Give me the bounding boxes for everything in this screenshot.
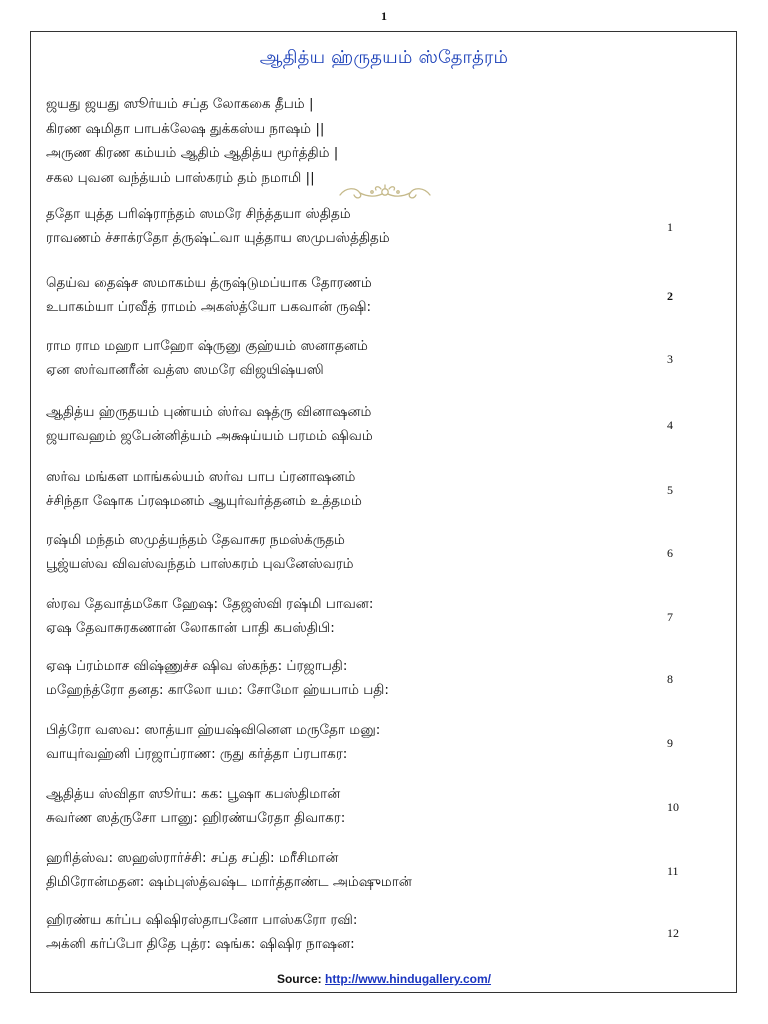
- verse-number: 4: [667, 418, 673, 432]
- verse-number: 10: [667, 800, 679, 814]
- verse-3: [46, 334, 673, 382]
- verse-number: 1: [667, 220, 673, 234]
- source-label: Source:: [276, 972, 322, 986]
- verse-line: ஹிரண்ய கர்ப்ப ஷிஷிரஸ்தாபனோ பாஸ்கரோ ரவி:: [46, 912, 358, 928]
- verse-line: உபாகம்யா ப்ரவீத் ராமம் அகஸ்த்யோ பகவான் ருஷி:: [46, 299, 372, 315]
- verse-1: [46, 202, 673, 250]
- verse-number: 11: [667, 864, 679, 878]
- verse-line: ஜயாவஹம் ஜபேன்னித்யம் அக்ஷய்யம் பரமம் ஷிவம்: [46, 428, 373, 444]
- verse-number: 3: [667, 352, 673, 366]
- verse-line: தெய்வ தைஷ்ச ஸமாகம்ய த்ருஷ்டுமப்யாக தோரணம்: [46, 275, 372, 291]
- verse-number: 2: [667, 289, 673, 303]
- verse-line: ராவணம் ச்சாக்ரதோ த்ருஷ்ட்வா யுத்தாய ஸமுபஸ்த்திதம்: [46, 230, 390, 246]
- verse-number: 9: [667, 736, 673, 750]
- verse-line: ததோ யுத்த பரிஷ்ராந்தம் ஸமரே சிந்த்தயா ஸ்திதம்: [46, 206, 351, 222]
- verse-line: மஹேந்த்ரோ தனத: காலோ யம: சோமோ ஹ்யபாம் பதி:: [46, 682, 389, 698]
- verse-line: ஸர்வ மங்கள மாங்கல்யம் ஸர்வ பாப ப்ரனாஷனம்: [46, 469, 356, 485]
- intro-stanza: [46, 92, 338, 190]
- verse-11: [46, 846, 679, 894]
- verse-line: அக்னி கர்ப்போ திதே புத்ர: ஷங்க: ஷிஷிர நாஷன:: [46, 936, 355, 952]
- verse-7: [46, 592, 673, 640]
- verse-line: ஆதித்ய ஹ்ருதயம் புண்யம் ஸ்ர்வ ஷத்ரு வினாஷனம்: [46, 404, 372, 420]
- verse-line: திமிரோன்மதன: ஷம்புஸ்த்வஷ்ட மார்த்தாண்ட அம்ஷுமான்: [46, 874, 412, 890]
- verse-line: ரஷ்மி மந்தம் ஸமுத்யந்தம் தேவாசுர நமஸ்க்ருதம்: [46, 532, 345, 548]
- verse-number: 6: [667, 546, 673, 560]
- verse-5: [46, 465, 673, 513]
- verse-line: ஸ்ரவ தேவாத்மகோ ஹேஷ: தேஜஸ்வி ரஷ்மி பாவன:: [46, 596, 374, 612]
- page-title: ஆதித்ய ஹ்ருதயம் ஸ்தோத்ரம்: [259, 47, 509, 68]
- verse-9: [46, 718, 673, 766]
- verse-number: 8: [667, 672, 673, 686]
- verse-number: 12: [667, 926, 679, 940]
- verse-4: [46, 400, 673, 448]
- intro-line: சகல புவன வந்த்யம் பாஸ்கரம் தம் நமாமி ||: [46, 169, 315, 186]
- verse-line: ஏஷ ப்ரம்மாச விஷ்ணுச்ச ஷிவ ஸ்கந்த: ப்ரஜாபதி:: [46, 658, 348, 674]
- intro-line: கிரண ஷமிதா பாபக்லேஷ துக்கஸ்ய நாஷம் ||: [46, 120, 325, 137]
- verse-12: [46, 908, 679, 956]
- verse-8: [46, 654, 673, 702]
- verse-line: ராம ராம மஹா பாஹோ ஷ்ருனு குஹ்யம் ஸனாதனம்: [46, 338, 368, 354]
- verse-line: வாயுர்வஹ்னி ப்ரஜாப்ராண: ருது கர்த்தா ப்ரபாகர:: [46, 746, 348, 762]
- intro-line: அருண கிரண கம்யம் ஆதிம் ஆதித்ய மூர்த்திம் |: [46, 145, 339, 161]
- source-link[interactable]: http://www.hindugallery.com/: [325, 972, 492, 986]
- verse-10: [46, 782, 679, 830]
- verse-line: பித்ரோ வஸவ: ஸாத்யா ஹ்யஷ்வினௌ மருதோ மனு:: [46, 722, 381, 738]
- flourish-ornament-icon: [336, 183, 434, 203]
- verse-6: [46, 528, 673, 576]
- verse-line: ஏஷ தேவாசுரகணான் லோகான் பாதி கபஸ்திபி:: [46, 620, 335, 636]
- verse-2: [46, 271, 673, 319]
- verse-number: 7: [667, 610, 673, 624]
- verse-line: ஏன ஸர்வானரீன் வத்ஸ ஸமரே விஜயிஷ்யஸி: [46, 362, 324, 378]
- verse-line: பூஜ்யஸ்வ விவஸ்வந்தம் பாஸ்கரம் புவனேஸ்வரம்: [46, 556, 354, 572]
- verse-line: சுவர்ண ஸத்ருசோ பானு: ஹிரண்யரேதா திவாகர:: [46, 810, 346, 826]
- intro-line: ஜயது ஜயது ஸூர்யம் சப்த லோககை தீபம் |: [46, 96, 314, 112]
- source-footer: [0, 972, 768, 986]
- page-number: 1: [381, 9, 387, 23]
- verse-line: ஹரித்ஸ்வ: ஸஹஸ்ரார்ச்சி: சப்த சப்தி: மரீசிமான்: [46, 850, 339, 866]
- verse-number: 5: [667, 483, 673, 497]
- verse-line: ச்சிந்தா ஷோக ப்ரஷமனம் ஆயுர்வர்த்தனம் உத்தமம்: [46, 493, 362, 509]
- verse-line: ஆதித்ய ஸ்விதா ஸூர்ய: கக: பூஷா கபஸ்திமான்: [46, 786, 341, 802]
